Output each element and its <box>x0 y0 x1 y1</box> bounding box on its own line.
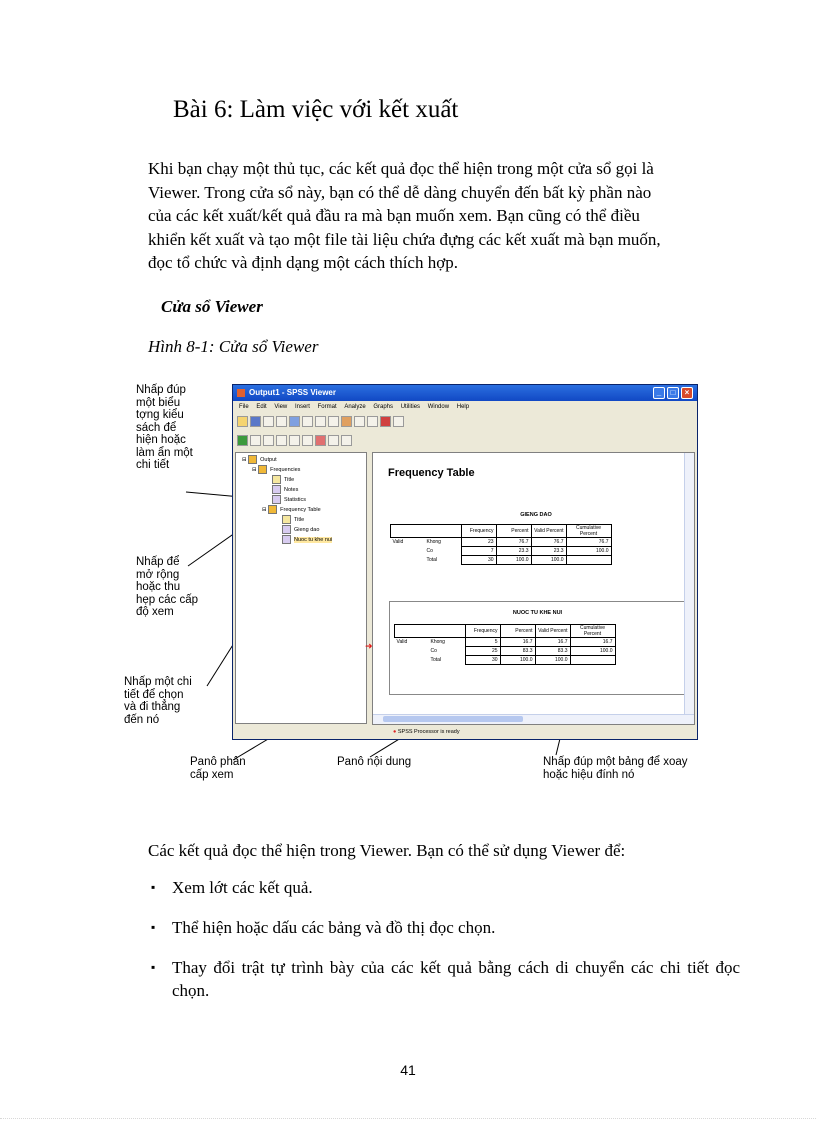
row-label: Co <box>430 648 437 654</box>
row-label <box>391 556 425 565</box>
dialog-recall-icon[interactable] <box>302 416 313 427</box>
cell: 100.0 <box>496 556 531 565</box>
chapter-title: Bài 6: Làm việc với kết xuất <box>173 96 459 123</box>
menu-format[interactable]: Format <box>317 404 337 410</box>
page-icon <box>282 515 291 524</box>
row-label: Total <box>426 557 438 563</box>
row-label <box>391 547 425 556</box>
maximize-icon[interactable]: □ <box>667 387 679 399</box>
info-icon[interactable] <box>393 416 404 427</box>
menu-insert[interactable]: Insert <box>294 404 310 410</box>
scroll-thumb[interactable] <box>383 716 523 722</box>
row-label: Valid <box>392 539 404 546</box>
collapse-icon[interactable] <box>276 435 287 446</box>
para-line: khiển kết xuất và tạo một file tài liệu chứa đựng các kết xuất mà bạn muốn, <box>148 229 661 249</box>
cell: 16.7 <box>535 638 570 647</box>
annotation-line: Panô phân <box>190 756 246 768</box>
annotation-line: hoặc thu <box>136 581 181 593</box>
col-header: Valid Percent <box>535 625 570 638</box>
spss-app-icon <box>237 389 245 397</box>
annotation-line: Nhấp đúp một bảng để xoay <box>543 756 688 768</box>
frequency-table-grid <box>394 624 616 665</box>
page-number: 41 <box>400 1062 416 1078</box>
figure-caption: Hình 8-1: Cửa sổ Viewer <box>148 337 319 356</box>
pivot-table-nuoc-tu-khe-nui[interactable] <box>389 601 686 695</box>
cell: 16.7 <box>500 638 535 647</box>
tree-label: Notes <box>284 486 299 493</box>
col-header: Frequency <box>465 625 500 638</box>
list-item <box>148 916 740 939</box>
section-title: Cửa sổ Viewer <box>161 297 263 316</box>
list-item <box>148 876 740 899</box>
title-bar <box>233 385 697 401</box>
annotation-line: tợng kiểu <box>136 409 184 421</box>
status-bar <box>233 726 697 738</box>
book-icon <box>268 505 277 514</box>
table-icon <box>282 535 291 544</box>
cell: 100.0 <box>500 656 535 665</box>
para-line: của các kết xuất/kết quả đầu ra mà bạn muốn xem. Bạn cũng có thể điều <box>148 206 640 225</box>
menu-window[interactable]: Window <box>427 404 450 410</box>
goto-data-icon[interactable] <box>328 416 339 427</box>
para-line: đọc tổ chức và định dạng một cách thích hợp. <box>148 253 458 272</box>
cell <box>570 656 615 665</box>
page-footer-divider <box>0 1118 816 1119</box>
menu-help[interactable]: Help <box>456 404 470 410</box>
annotation-line: sách để <box>136 421 177 434</box>
status-text: SPSS Processor is ready <box>397 729 460 735</box>
col-header: Percent <box>500 625 535 638</box>
menu-graphs[interactable]: Graphs <box>373 404 394 410</box>
cell: 76.7 <box>531 538 566 547</box>
cell: 83.3 <box>535 647 570 656</box>
close-icon[interactable]: × <box>681 387 693 399</box>
menu-edit[interactable]: Edit <box>256 404 267 410</box>
menu-utilities[interactable]: Utilities <box>400 404 421 410</box>
table-icon <box>282 525 291 534</box>
save-icon[interactable] <box>250 416 261 427</box>
tree-label: Title <box>284 476 295 483</box>
cell: 100.0 <box>535 656 570 665</box>
horizontal-scrollbar[interactable] <box>373 714 694 724</box>
cell: 76.7 <box>496 538 531 547</box>
bullet-icon: ▪ <box>151 880 156 894</box>
tree-label: Statistics <box>284 496 307 503</box>
vertical-scrollbar[interactable] <box>684 453 694 715</box>
bullet-list <box>148 876 740 1019</box>
variables-icon[interactable] <box>367 416 378 427</box>
col-header: Cumulative Percent <box>566 525 611 538</box>
row-label <box>395 656 429 665</box>
annotation-line: Nhấp để <box>136 556 180 568</box>
annotation-line: cấp xem <box>190 768 234 781</box>
book-icon <box>258 465 267 474</box>
table-title: NUOC TU KHE NUI <box>512 610 563 616</box>
tree-label: Output <box>260 456 277 463</box>
bullet-icon: ▪ <box>151 960 156 974</box>
tree-node-title[interactable] <box>272 475 294 484</box>
list-item-text: Thay đổi trật tự trình bày của các kết quả bằng cách di chuyển các chi tiết đọc chọn. <box>172 958 740 1000</box>
row-label <box>395 647 429 656</box>
menu-analyze[interactable]: Analyze <box>344 404 366 410</box>
cell <box>566 556 611 565</box>
current-item-arrow-icon: ➜ <box>365 641 373 651</box>
tree-label: Frequency Table <box>280 506 321 513</box>
para-line: Viewer. Trong cửa sổ này, bạn có thể dễ dàng chuyển đến bất kỳ phần nào <box>148 182 652 202</box>
insert-title-icon[interactable] <box>328 435 339 446</box>
insert-heading-icon[interactable] <box>315 435 326 446</box>
row-label: Total <box>430 657 442 663</box>
expand-icon[interactable] <box>263 435 274 446</box>
standard-toolbar <box>237 416 406 430</box>
window-title: Output1 - SPSS Viewer <box>249 388 336 397</box>
goto-case-icon[interactable] <box>354 416 365 427</box>
cell: 100.0 <box>531 556 566 565</box>
usage-intro: Các kết quả đọc thể hiện trong Viewer. Bạn có thể sử dụng Viewer để: <box>148 841 626 860</box>
annotation-line: một biểu <box>136 396 181 409</box>
cell: 5 <box>465 638 500 647</box>
cell: 76.7 <box>566 538 611 547</box>
outline-toolbar <box>237 435 354 449</box>
annotation-line: và đi thẳng <box>124 701 181 713</box>
cell: 23 <box>461 538 496 547</box>
annotation-line: đến nó <box>124 713 160 726</box>
cell: 100.0 <box>570 647 615 656</box>
col-header: Cumulative Percent <box>570 625 615 638</box>
menu-file[interactable]: File <box>239 404 249 410</box>
list-item-text: Thể hiện hoặc dấu các bảng và đồ thị đọc chọn. <box>172 918 496 937</box>
print-icon[interactable] <box>263 416 274 427</box>
annotation-line: Panô nội dung <box>337 756 412 768</box>
outline-pane[interactable] <box>235 452 367 724</box>
tree-label: Frequencies <box>270 466 301 473</box>
table-title: GIENG DAO <box>520 512 552 518</box>
show-icon[interactable] <box>289 435 300 446</box>
tree-node-output[interactable]: ⊟ Output <box>242 456 277 463</box>
tree-node-statistics[interactable] <box>272 495 306 504</box>
annotation-line: tiết để chọn <box>124 688 184 701</box>
col-header: Valid Percent <box>531 525 566 538</box>
cell: 100.0 <box>566 547 611 556</box>
annotation-line: làm ẩn một <box>136 446 193 459</box>
annotation-line: Nhấp đúp <box>136 384 186 396</box>
annotation-line: Nhấp một chi <box>124 676 192 688</box>
cell: 25 <box>465 647 500 656</box>
cell: 30 <box>465 656 500 665</box>
table-icon <box>272 495 281 504</box>
cell: 7 <box>461 547 496 556</box>
menu-view[interactable]: View <box>274 404 288 410</box>
hide-icon[interactable] <box>302 435 313 446</box>
tree-node-nuoc-tu-khe-nui[interactable] <box>282 535 332 544</box>
menu-bar <box>233 402 697 413</box>
frequency-table-heading: Frequency Table <box>388 467 475 479</box>
print-preview-icon[interactable] <box>276 416 287 427</box>
pivot-table-gieng-dao[interactable] <box>389 503 683 591</box>
demote-icon[interactable] <box>250 435 261 446</box>
promote-icon[interactable] <box>237 435 248 446</box>
row-label: Khong <box>426 539 441 546</box>
tree-node-notes[interactable] <box>272 485 298 494</box>
tree-label: Nuoc tu khe nui <box>294 536 333 543</box>
bullet-icon: ▪ <box>151 920 156 934</box>
tree-label: Title <box>294 516 305 523</box>
annotation-line: chi tiết <box>136 459 170 471</box>
tree-node-gieng-dao[interactable] <box>282 525 319 534</box>
tree-node-frequency-table[interactable]: ⊟ Frequency Table <box>262 506 321 513</box>
chart-icon[interactable] <box>341 416 352 427</box>
row-label: Co <box>426 548 433 554</box>
page-icon <box>272 475 281 484</box>
minimize-icon[interactable]: _ <box>653 387 665 399</box>
para-line: Khi bạn chạy một thủ tục, các kết quả đọc thể hiện trong một cửa sổ gọi là <box>148 159 654 178</box>
open-icon[interactable] <box>237 416 248 427</box>
cell: 30 <box>461 556 496 565</box>
undo-icon[interactable] <box>315 416 326 427</box>
book-icon <box>248 455 257 464</box>
cell: 23.3 <box>496 547 531 556</box>
annotation-line: mở rộng <box>136 568 180 581</box>
contents-pane[interactable] <box>372 452 695 725</box>
col-header: Frequency <box>461 525 496 538</box>
cell: 23.3 <box>531 547 566 556</box>
cell: 83.3 <box>500 647 535 656</box>
list-item-text: Xem lớt các kết quả. <box>172 878 313 897</box>
tree-node-title-2[interactable] <box>282 515 304 524</box>
row-label: Valid <box>396 639 408 646</box>
export-icon[interactable] <box>289 416 300 427</box>
processor-icon: ● <box>393 729 397 735</box>
frequency-table-grid <box>390 524 612 565</box>
col-header: Percent <box>496 525 531 538</box>
annotation-line: độ xem <box>136 606 174 618</box>
list-item <box>148 956 740 1002</box>
annotation-line: hoặc hiệu đính nó <box>543 768 635 781</box>
row-label: Khong <box>430 639 445 646</box>
annotation-line: hiện hoặc <box>136 434 186 446</box>
insert-text-icon[interactable] <box>341 435 352 446</box>
tree-label: Gieng dao <box>294 526 320 533</box>
closed-book-icon <box>272 485 281 494</box>
spss-viewer-window <box>232 384 698 740</box>
annotation-line: hẹp các cấp <box>136 593 199 606</box>
cell: 16.7 <box>570 638 615 647</box>
find-icon[interactable] <box>380 416 391 427</box>
tree-node-frequencies[interactable]: ⊟ Frequencies <box>252 466 301 473</box>
